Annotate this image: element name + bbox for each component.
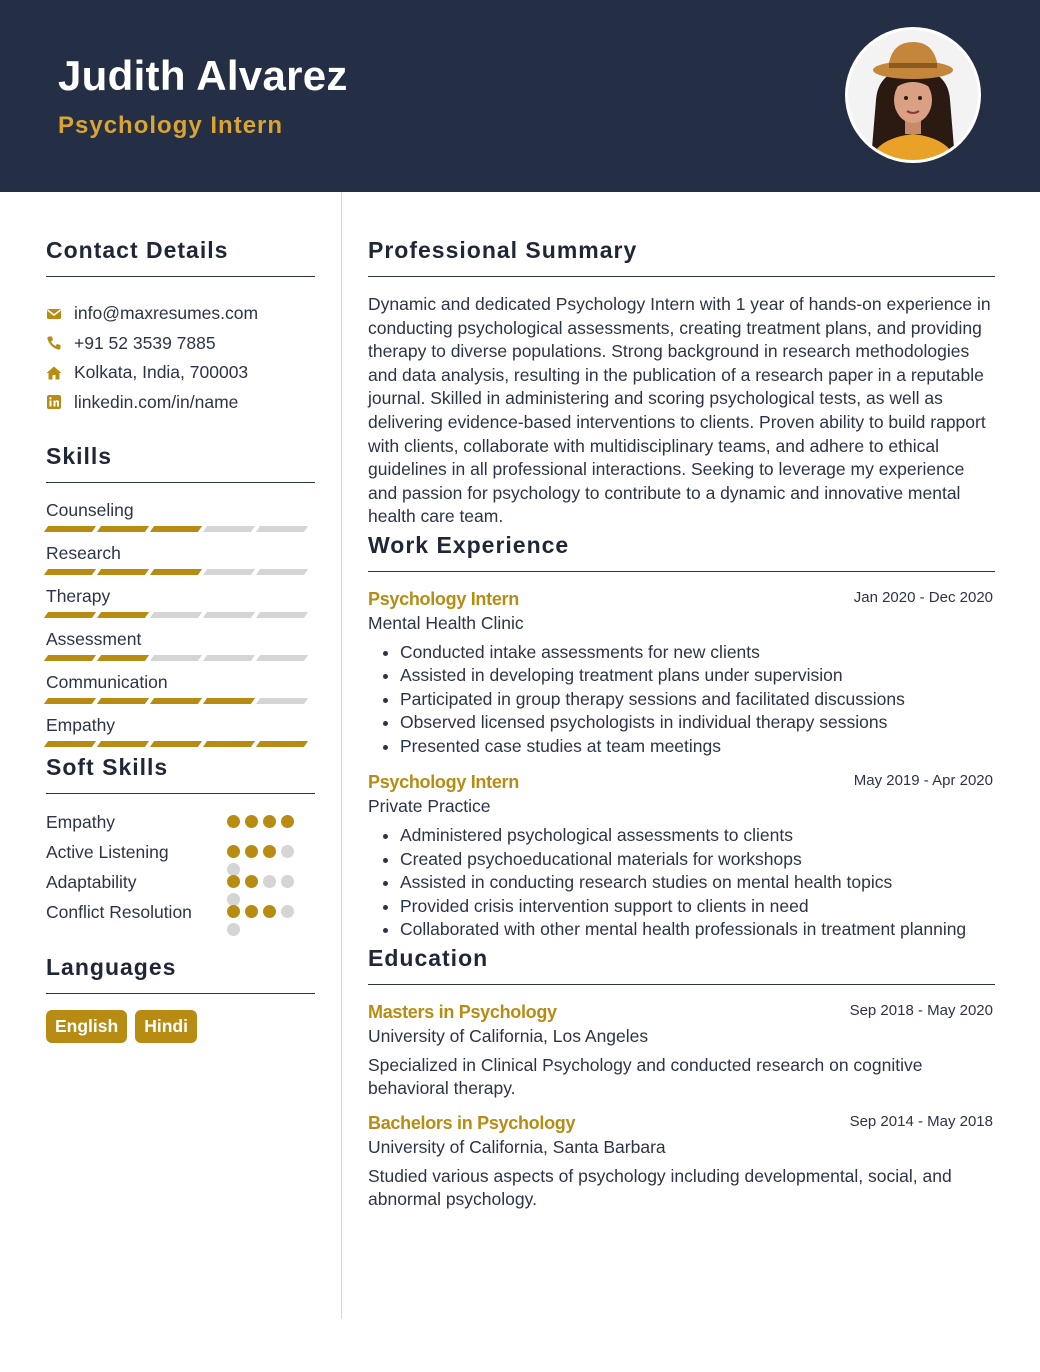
skill-level-bar xyxy=(46,655,315,662)
skill-level-segment xyxy=(203,655,255,661)
skill-level-segment xyxy=(97,698,149,704)
column-divider xyxy=(341,192,342,1319)
skill-item xyxy=(46,542,315,585)
soft-skill-rating xyxy=(227,815,299,833)
skill-level-segment xyxy=(256,569,308,575)
soft-skills-section xyxy=(46,754,315,948)
list-item: • Assisted in conducting research studies on mental health topics xyxy=(400,871,995,895)
soft-skill-item xyxy=(46,810,315,840)
profile-photo xyxy=(848,30,978,160)
contact-section xyxy=(46,237,315,417)
contact-heading: Contact Details xyxy=(46,237,315,277)
job-entry xyxy=(368,772,995,942)
list-item: • Presented case studies at team meetings xyxy=(400,735,995,759)
skill-level-segment xyxy=(150,569,202,575)
skill-level-segment xyxy=(256,612,308,618)
rating-dot xyxy=(263,845,276,858)
contact-linkedin[interactable] xyxy=(46,388,315,418)
skills-section xyxy=(46,443,315,757)
skill-level-segment xyxy=(256,526,308,532)
summary-text: Dynamic and dedicated Psychology Intern with 1 year of hands-on experience in conducting psychological assessments, creating treatment plans, and providing therapy to diverse populations. Strong background in research methodologies and data analysis, resulting in the publication of a research paper in a reputable journal. Skilled in administering and scoring psychological tests, as well as delivering evidence-based interventions to clients. Proven ability to build rapport with clients, collaborate with multidisciplinary teams, and adhere to ethical guidelines in all professional interactions. Seeking to leverage my experience and passion for psychology to contribute to a dynamic and innovative mental health care team. xyxy=(368,294,991,527)
list-item: • Observed licensed psychologists in individual therapy sessions xyxy=(400,711,995,735)
job-dates: May 2019 - Apr 2020 xyxy=(853,772,993,790)
skill-level-segment xyxy=(44,526,96,532)
soft-skills-list xyxy=(46,810,315,948)
skill-level-segment xyxy=(150,698,202,704)
skills-heading: Skills xyxy=(46,443,315,483)
skill-label: Counseling xyxy=(46,500,134,520)
rating-dot xyxy=(227,905,240,918)
rating-dot xyxy=(227,815,240,828)
language-badge: Hindi xyxy=(135,1010,197,1043)
job-entry xyxy=(368,589,995,759)
skill-level-segment xyxy=(97,612,149,618)
skill-level-bar xyxy=(46,526,315,533)
job-org: Mental Health Clinic xyxy=(368,612,524,633)
list-item: • Participated in group therapy sessions and facilitated discussions xyxy=(400,688,995,712)
skill-level-bar xyxy=(46,569,315,576)
skill-level-segment xyxy=(256,698,308,704)
work-section xyxy=(368,532,995,942)
education-dates: Sep 2018 - May 2020 xyxy=(849,1001,993,1019)
education-description: Studied various aspects of psychology including developmental, social, and abnormal psychology. xyxy=(368,1165,952,1210)
skills-list xyxy=(46,499,315,757)
rating-dot xyxy=(281,875,294,888)
soft-skill-item xyxy=(46,840,315,870)
skill-label: Communication xyxy=(46,672,168,692)
degree: Bachelors in Psychology xyxy=(368,1112,576,1133)
skill-level-bar xyxy=(46,698,315,705)
rating-dot xyxy=(245,905,258,918)
contact-address xyxy=(46,358,315,388)
contact-linkedin-text: linkedin.com/in/name xyxy=(74,391,239,412)
list-item: • Administered psychological assessments to clients xyxy=(400,824,995,848)
contact-phone-text: +91 52 3539 7885 xyxy=(74,332,216,353)
resume-header xyxy=(0,0,1040,192)
work-heading: Work Experience xyxy=(368,532,995,572)
contact-email-text: info@maxresumes.com xyxy=(74,303,259,324)
skill-level-segment xyxy=(44,741,96,747)
skill-level-segment xyxy=(203,526,255,532)
skill-label: Assessment xyxy=(46,629,142,649)
degree: Masters in Psychology xyxy=(368,1001,557,1022)
skill-item xyxy=(46,628,315,671)
candidate-name: Judith Alvarez xyxy=(58,52,348,99)
rating-dot xyxy=(281,905,294,918)
rating-dot xyxy=(263,815,276,828)
skill-level-segment xyxy=(97,569,149,575)
list-item: • Provided crisis intervention support to clients in need xyxy=(400,895,995,919)
rating-dot xyxy=(227,845,240,858)
contact-address-text: Kolkata, India, 700003 xyxy=(74,362,249,383)
skill-item xyxy=(46,499,315,542)
summary-heading: Professional Summary xyxy=(368,237,995,277)
skill-level-segment xyxy=(203,741,255,747)
summary-section xyxy=(368,237,995,529)
soft-skills-heading: Soft Skills xyxy=(46,754,315,794)
skill-level-segment xyxy=(97,655,149,661)
soft-skill-item xyxy=(46,900,315,948)
job-role: Psychology Intern xyxy=(368,772,519,793)
job-dates: Jan 2020 - Dec 2020 xyxy=(853,588,993,606)
rating-dot xyxy=(245,875,258,888)
skill-label: Therapy xyxy=(46,586,111,606)
skill-level-segment xyxy=(150,612,202,618)
skill-item xyxy=(46,714,315,757)
school: University of California, Los Angeles xyxy=(368,1025,649,1046)
language-badge: English xyxy=(46,1010,127,1043)
rating-dot xyxy=(281,815,294,828)
school: University of California, Santa Barbara xyxy=(368,1136,666,1157)
rating-dot xyxy=(245,815,258,828)
candidate-title: Psychology Intern xyxy=(58,112,284,139)
job-org: Private Practice xyxy=(368,796,491,817)
avatar xyxy=(845,27,981,163)
rating-dot xyxy=(227,923,240,936)
skill-level-segment xyxy=(44,612,96,618)
list-item: • Conducted intake assessments for new clients xyxy=(400,641,995,665)
skill-level-segment xyxy=(203,698,255,704)
skill-level-segment xyxy=(203,612,255,618)
soft-skill-item xyxy=(46,870,315,900)
skill-level-segment xyxy=(150,655,202,661)
rating-dot xyxy=(263,875,276,888)
list-item: • Collaborated with other mental health professionals in treatment planning xyxy=(400,918,995,942)
job-role: Psychology Intern xyxy=(368,588,519,609)
list-item: • Created psychoeducational materials for workshops xyxy=(400,848,995,872)
skill-item xyxy=(46,671,315,714)
skill-level-segment xyxy=(97,741,149,747)
education-entry xyxy=(368,1113,995,1212)
soft-skill-label: Active Listening xyxy=(46,842,169,862)
skill-level-bar xyxy=(46,612,315,619)
skill-item xyxy=(46,585,315,628)
languages-section xyxy=(46,954,315,1043)
skill-level-segment xyxy=(44,569,96,575)
skill-level-segment xyxy=(256,655,308,661)
rating-dot xyxy=(281,845,294,858)
education-dates: Sep 2014 - May 2018 xyxy=(849,1112,993,1130)
education-description: Specialized in Clinical Psychology and conducted research on cognitive behavioral therapy. xyxy=(368,1054,923,1099)
skill-level-segment xyxy=(203,569,255,575)
education-section xyxy=(368,945,995,1212)
email-icon xyxy=(46,306,62,322)
rating-dot xyxy=(227,875,240,888)
rating-dot xyxy=(245,845,258,858)
job-bullets xyxy=(368,824,995,942)
skill-level-segment xyxy=(44,655,96,661)
skill-label: Research xyxy=(46,543,121,563)
soft-skill-rating xyxy=(227,905,299,941)
soft-skill-label: Conflict Resolution xyxy=(46,902,192,922)
languages-heading: Languages xyxy=(46,954,315,994)
skill-label: Empathy xyxy=(46,715,116,735)
phone-icon xyxy=(46,335,62,351)
contact-email[interactable] xyxy=(46,299,315,329)
list-item: • Assisted in developing treatment plans under supervision xyxy=(400,664,995,688)
skill-level-segment xyxy=(97,526,149,532)
skill-level-segment xyxy=(44,698,96,704)
contact-phone[interactable] xyxy=(46,329,315,359)
soft-skill-label: Empathy xyxy=(46,812,116,832)
skill-level-segment xyxy=(150,741,202,747)
linkedin-icon xyxy=(46,394,62,410)
rating-dot xyxy=(263,905,276,918)
skill-level-bar xyxy=(46,741,315,748)
right-column xyxy=(368,192,995,1212)
education-entry xyxy=(368,1002,995,1101)
left-column xyxy=(46,192,315,1043)
soft-skill-label: Adaptability xyxy=(46,872,137,892)
home-icon xyxy=(46,365,62,381)
education-heading: Education xyxy=(368,945,995,985)
skill-level-segment xyxy=(150,526,202,532)
job-bullets xyxy=(368,641,995,759)
skill-level-segment xyxy=(256,741,308,747)
